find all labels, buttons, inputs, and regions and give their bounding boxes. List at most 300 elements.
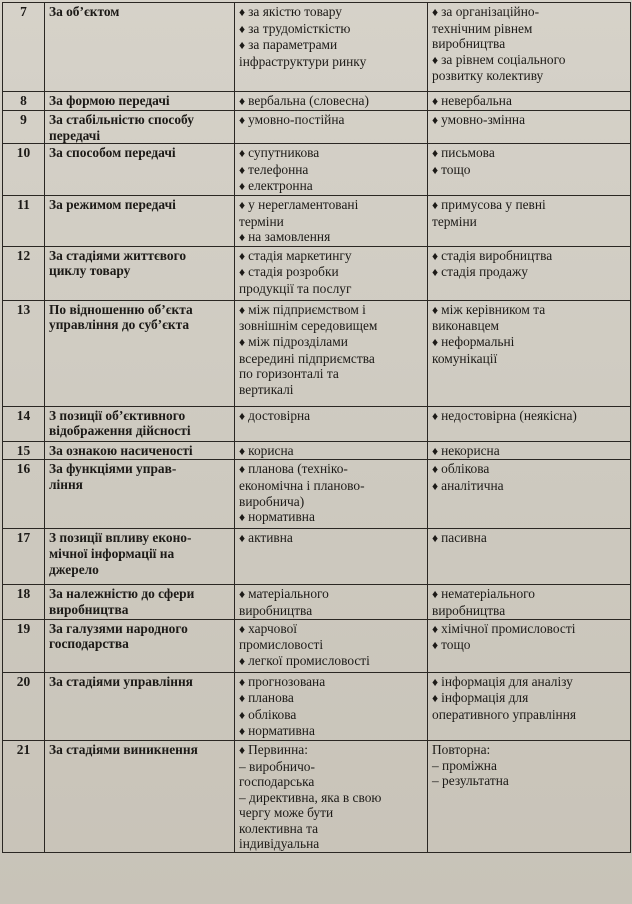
- bullet-icon: ♦: [239, 510, 246, 525]
- bullet-icon: ♦: [432, 162, 439, 177]
- criterion-line: управління до суб’єкта: [49, 317, 190, 333]
- bullet-icon: ♦: [239, 146, 246, 161]
- table-row: [3, 529, 631, 585]
- type-item: [239, 197, 424, 214]
- type-item-text: примусова у певні: [441, 196, 546, 212]
- type-item: [239, 707, 424, 724]
- bullet-icon: ♦: [432, 113, 439, 127]
- bullet-icon: ♦: [239, 197, 246, 212]
- types-cell-left: [235, 246, 428, 300]
- type-item-text: електронна: [248, 178, 313, 194]
- criterion-line: За стадіями життєвого: [49, 247, 187, 263]
- type-item: [432, 21, 627, 37]
- type-item: [239, 4, 424, 21]
- type-item-text: пасивна: [441, 530, 487, 546]
- bullet-icon: ♦: [432, 638, 439, 653]
- table-row: [3, 740, 631, 852]
- criterion-line: З позиції об’єктивного: [49, 407, 186, 423]
- type-item-text: за якістю товару: [248, 4, 342, 19]
- row-number: 15: [3, 441, 45, 460]
- bullet-icon: ♦: [432, 478, 439, 493]
- bullet-icon: ♦: [432, 443, 439, 458]
- types-cell-right: [428, 111, 631, 144]
- bullet-icon: ♦: [239, 653, 246, 668]
- type-item: [432, 586, 627, 603]
- types-cell-left: [235, 406, 428, 441]
- criterion-line: господарства: [49, 636, 129, 652]
- type-item-text: між підрозділами: [248, 333, 348, 349]
- types-cell-right: [428, 740, 631, 852]
- types-cell-right: [428, 672, 631, 740]
- type-item-text: виробнича): [239, 493, 305, 509]
- type-item-text: технічним рівнем: [432, 20, 533, 36]
- type-item-text: невербальна: [441, 93, 512, 108]
- criterion-cell: [45, 740, 235, 852]
- type-item-text: терміни: [432, 213, 477, 229]
- bullet-icon: ♦: [239, 724, 246, 739]
- criterion-cell: [45, 3, 235, 92]
- type-item-text: виробництва: [432, 602, 506, 618]
- type-item-text: виконавцем: [432, 318, 500, 334]
- criterion-line: передачі: [49, 127, 101, 143]
- types-cell-left: [235, 619, 428, 672]
- type-item: [432, 690, 627, 707]
- bullet-icon: ♦: [239, 38, 246, 53]
- type-item: [239, 112, 424, 129]
- types-cell-left: [235, 441, 428, 460]
- types-cell-left: [235, 92, 428, 111]
- type-item-text: вертикалі: [239, 381, 294, 397]
- type-item: [432, 302, 627, 319]
- type-item: [239, 264, 424, 281]
- type-item: [239, 674, 424, 691]
- type-item: [239, 461, 424, 478]
- classification-table: [2, 2, 631, 853]
- type-item: [432, 408, 627, 425]
- criterion-line: відображення дійсності: [49, 423, 191, 439]
- bullet-icon: ♦: [239, 587, 246, 602]
- types-cell-left: [235, 740, 428, 852]
- bullet-icon: ♦: [239, 707, 246, 722]
- criterion-cell: [45, 300, 235, 406]
- type-item: [239, 408, 424, 425]
- type-item-text: за параметрами: [248, 37, 338, 53]
- types-cell-right: [428, 460, 631, 529]
- bullet-icon: ♦: [239, 443, 246, 458]
- type-item-text: всередині підприємства: [239, 350, 375, 366]
- table-row: [3, 460, 631, 529]
- bullet-icon: ♦: [239, 674, 246, 689]
- type-item-text: активна: [248, 530, 293, 546]
- type-item: [432, 674, 627, 691]
- bullet-icon: ♦: [432, 248, 439, 263]
- types-cell-left: [235, 460, 428, 529]
- types-cell-right: [428, 246, 631, 300]
- type-item: [239, 742, 424, 759]
- row-number: 16: [3, 460, 45, 529]
- type-item: [239, 21, 424, 38]
- type-item: [432, 637, 627, 654]
- types-cell-left: [235, 144, 428, 196]
- table-row: [3, 195, 631, 246]
- type-item: [239, 229, 424, 246]
- table-row: [3, 441, 631, 460]
- type-item: [239, 821, 424, 837]
- bullet-icon: ♦: [239, 408, 246, 423]
- criterion-line: З позиції впливу еконо-: [49, 530, 192, 546]
- type-item: [432, 214, 627, 230]
- type-item-text: господарська: [239, 774, 315, 790]
- type-item-text: корисна: [248, 442, 294, 458]
- table-row: [3, 672, 631, 740]
- bullet-icon: ♦: [432, 691, 439, 706]
- type-item: [239, 302, 424, 319]
- criterion-cell: [45, 672, 235, 740]
- bullet-icon: ♦: [239, 621, 246, 636]
- type-item: [432, 145, 627, 162]
- type-item-text: Повторна:: [432, 741, 491, 757]
- type-item: [432, 112, 627, 129]
- type-item-text: терміни: [239, 213, 284, 229]
- type-item-text: хімічної промисловості: [441, 620, 576, 636]
- type-item-text: на замовлення: [248, 229, 331, 245]
- type-item-text: харчової: [248, 620, 298, 636]
- table-row: [3, 300, 631, 406]
- table-row: [3, 406, 631, 441]
- type-item-text: Первинна:: [248, 741, 308, 757]
- bullet-icon: ♦: [239, 21, 246, 36]
- type-item-text: письмова: [441, 145, 495, 161]
- criterion-cell: [45, 619, 235, 672]
- type-item: [239, 382, 424, 398]
- type-item-text: інформація для: [441, 690, 529, 706]
- criterion-line: За функціями управ-: [49, 461, 177, 477]
- type-item-text: комунікації: [432, 350, 498, 366]
- type-item: [432, 351, 627, 367]
- types-cell-right: [428, 144, 631, 196]
- criterion-cell: [45, 195, 235, 246]
- criterion-line: За об’єктом: [49, 4, 120, 19]
- type-item-text: – виробничо-: [239, 758, 315, 774]
- criterion-cell: [45, 529, 235, 585]
- type-item-text: виробництва: [239, 602, 313, 618]
- type-item-text: за трудомісткістю: [248, 20, 351, 36]
- types-cell-left: [235, 672, 428, 740]
- criterion-cell: [45, 406, 235, 441]
- bullet-icon: ♦: [239, 162, 246, 177]
- type-item-text: розвитку колективу: [432, 68, 544, 84]
- type-item-text: у нерегламентовані: [248, 196, 359, 212]
- type-item-text: нематеріального: [441, 586, 535, 602]
- type-item-text: за рівнем соціального: [441, 51, 566, 67]
- type-item-text: легкої промисловості: [248, 652, 370, 668]
- type-item-text: колективна та: [239, 820, 319, 836]
- criterion-line: За стадіями виникнення: [49, 741, 198, 757]
- row-number: 19: [3, 619, 45, 672]
- type-item-text: недостовірна (неякісна): [441, 407, 577, 423]
- type-item-text: нормативна: [248, 723, 315, 739]
- type-item: [432, 758, 627, 774]
- bullet-icon: ♦: [432, 146, 439, 161]
- types-cell-right: [428, 585, 631, 619]
- type-item: [432, 162, 627, 179]
- type-item: [239, 509, 424, 526]
- type-item-text: між керівником та: [441, 301, 546, 317]
- type-item: [432, 603, 627, 619]
- type-item: [432, 68, 627, 84]
- type-item-text: неформальні: [441, 333, 515, 349]
- criterion-line: ління: [49, 476, 83, 492]
- type-item-text: між підприємством і: [248, 301, 366, 317]
- type-item: [432, 461, 627, 478]
- criterion-cell: [45, 246, 235, 300]
- types-cell-right: [428, 441, 631, 460]
- type-item-text: достовірна: [248, 407, 311, 423]
- criterion-line: За стадіями управління: [49, 673, 193, 689]
- type-item: [239, 145, 424, 162]
- type-item: [432, 334, 627, 351]
- criterion-line: джерело: [49, 561, 99, 577]
- type-item: [239, 248, 424, 265]
- type-item: [432, 93, 627, 110]
- type-item: [239, 178, 424, 195]
- types-cell-left: [235, 111, 428, 144]
- type-item: [432, 773, 627, 789]
- criterion-cell: [45, 144, 235, 196]
- type-item: [432, 707, 627, 723]
- types-cell-right: [428, 619, 631, 672]
- bullet-icon: ♦: [432, 265, 439, 280]
- criterion-line: циклу товару: [49, 263, 131, 279]
- type-item-text: оперативного управління: [432, 706, 577, 722]
- bullet-icon: ♦: [239, 265, 246, 280]
- type-item: [432, 36, 627, 52]
- criterion-line: За стабільністю способу: [49, 112, 194, 127]
- types-cell-left: [235, 3, 428, 92]
- type-item: [239, 334, 424, 351]
- row-number: 9: [3, 111, 45, 144]
- types-cell-right: [428, 92, 631, 111]
- row-number: 8: [3, 92, 45, 111]
- bullet-icon: ♦: [432, 5, 439, 19]
- criterion-cell: [45, 111, 235, 144]
- bullet-icon: ♦: [432, 462, 439, 477]
- type-item: [239, 478, 424, 494]
- type-item-text: прогнозована: [248, 673, 326, 689]
- type-item: [239, 836, 424, 852]
- criterion-line: За галузями народного: [49, 620, 188, 636]
- bullet-icon: ♦: [432, 52, 439, 67]
- type-item-text: стадія розробки: [248, 264, 339, 280]
- type-item-text: супутникова: [248, 145, 320, 161]
- types-cell-right: [428, 3, 631, 92]
- bullet-icon: ♦: [239, 302, 246, 317]
- type-item: [239, 54, 424, 70]
- type-item: [239, 621, 424, 638]
- type-item-text: вербальна (словесна): [248, 93, 369, 108]
- bullet-icon: ♦: [239, 248, 246, 263]
- table-row: [3, 144, 631, 196]
- type-item-text: планова (технiко-: [248, 461, 348, 477]
- type-item: [432, 197, 627, 214]
- type-item-text: за організаційно-: [441, 4, 540, 19]
- type-item: [432, 264, 627, 281]
- bullet-icon: ♦: [432, 587, 439, 602]
- bullet-icon: ♦: [432, 621, 439, 636]
- row-number: 7: [3, 3, 45, 92]
- type-item: [239, 723, 424, 740]
- criterion-cell: [45, 585, 235, 619]
- type-item: [239, 494, 424, 510]
- bullet-icon: ♦: [239, 334, 246, 349]
- criterion-line: виробництва: [49, 601, 129, 617]
- table-row: [3, 92, 631, 111]
- type-item-text: чергу може бути: [239, 805, 334, 821]
- bullet-icon: ♦: [239, 691, 246, 706]
- type-item: [239, 318, 424, 334]
- type-item: [239, 774, 424, 790]
- type-item-text: – проміжна: [432, 757, 497, 773]
- table-row: [3, 246, 631, 300]
- bullet-icon: ♦: [239, 179, 246, 194]
- type-item-text: індивідуальна: [239, 836, 320, 852]
- type-item-text: облікова: [441, 461, 490, 477]
- criterion-line: За формою передачі: [49, 93, 170, 108]
- type-item: [239, 790, 424, 806]
- type-item: [239, 37, 424, 54]
- bullet-icon: ♦: [239, 230, 246, 245]
- type-item-text: виробництва: [432, 36, 506, 52]
- criterion-line: мічної інформації на: [49, 545, 175, 561]
- type-item: [432, 530, 627, 547]
- row-number: 10: [3, 144, 45, 196]
- table-row: [3, 3, 631, 92]
- type-item: [239, 366, 424, 382]
- bullet-icon: ♦: [432, 334, 439, 349]
- bullet-icon: ♦: [239, 5, 246, 19]
- type-item: [239, 443, 424, 460]
- criterion-line: За способом передачі: [49, 145, 176, 161]
- criterion-cell: [45, 460, 235, 529]
- criterion-cell: [45, 441, 235, 460]
- type-item-text: економічна і планово-: [239, 477, 365, 493]
- type-item: [432, 318, 627, 334]
- bullet-icon: ♦: [239, 742, 246, 757]
- type-item: [239, 690, 424, 707]
- row-number: 14: [3, 406, 45, 441]
- table-row: [3, 619, 631, 672]
- type-item: [432, 4, 627, 21]
- criterion-line: За ознакою насиченості: [49, 442, 193, 458]
- type-item-text: тощо: [441, 161, 471, 177]
- row-number: 17: [3, 529, 45, 585]
- type-item: [239, 653, 424, 670]
- row-number: 18: [3, 585, 45, 619]
- type-item-text: стадія виробництва: [441, 247, 553, 263]
- type-item: [239, 805, 424, 821]
- type-item-text: інформація для аналізу: [441, 673, 573, 689]
- type-item: [239, 93, 424, 110]
- type-item-text: стадія продажу: [441, 264, 528, 280]
- type-item: [239, 759, 424, 775]
- type-item: [432, 52, 627, 69]
- bullet-icon: ♦: [239, 531, 246, 546]
- type-item-text: нормативна: [248, 509, 315, 525]
- table-row: [3, 111, 631, 144]
- type-item-text: по горизонталі та: [239, 366, 339, 382]
- type-item: [432, 248, 627, 265]
- type-item: [239, 281, 424, 297]
- types-cell-left: [235, 585, 428, 619]
- type-item: [432, 621, 627, 638]
- table-body: [3, 3, 631, 853]
- bullet-icon: ♦: [432, 302, 439, 317]
- criterion-line: За належністю до сфери: [49, 586, 195, 602]
- type-item: [239, 351, 424, 367]
- type-item-text: умовно-змінна: [441, 112, 526, 127]
- type-item: [239, 603, 424, 619]
- type-item: [239, 162, 424, 179]
- type-item-text: планова: [248, 690, 294, 706]
- types-cell-left: [235, 300, 428, 406]
- types-cell-right: [428, 529, 631, 585]
- row-number: 12: [3, 246, 45, 300]
- type-item-text: телефонна: [248, 161, 309, 177]
- types-cell-left: [235, 529, 428, 585]
- bullet-icon: ♦: [432, 531, 439, 546]
- type-item-text: промисловості: [239, 637, 324, 653]
- table-row: [3, 585, 631, 619]
- bullet-icon: ♦: [432, 94, 439, 108]
- bullet-icon: ♦: [432, 408, 439, 423]
- row-number: 21: [3, 740, 45, 852]
- type-item: [239, 530, 424, 547]
- bullet-icon: ♦: [239, 462, 246, 477]
- type-item-text: некорисна: [441, 442, 500, 458]
- types-cell-right: [428, 406, 631, 441]
- type-item-text: інфраструктури ринку: [239, 53, 367, 69]
- type-item: [239, 586, 424, 603]
- bullet-icon: ♦: [239, 94, 246, 108]
- type-item-text: облікова: [248, 706, 297, 722]
- type-item-text: умовно-постійна: [248, 112, 345, 127]
- criterion-cell: [45, 92, 235, 111]
- row-number: 13: [3, 300, 45, 406]
- type-item-text: – директивна, яка в свою: [239, 789, 382, 805]
- types-cell-left: [235, 195, 428, 246]
- type-item-text: продукції та послуг: [239, 280, 352, 296]
- types-cell-right: [428, 300, 631, 406]
- row-number: 11: [3, 195, 45, 246]
- type-item: [432, 443, 627, 460]
- bullet-icon: ♦: [432, 197, 439, 212]
- type-item: [432, 742, 627, 758]
- type-item-text: зовнішнім середовищем: [239, 318, 378, 334]
- criterion-line: За режимом передачі: [49, 196, 176, 212]
- criterion-line: По відношенню об’єкта: [49, 301, 193, 317]
- bullet-icon: ♦: [432, 674, 439, 689]
- types-cell-right: [428, 195, 631, 246]
- type-item: [239, 214, 424, 230]
- type-item-text: стадія маркетингу: [248, 247, 352, 263]
- row-number: 20: [3, 672, 45, 740]
- type-item-text: аналітична: [441, 477, 504, 493]
- type-item-text: – результатна: [432, 773, 509, 789]
- type-item: [239, 637, 424, 653]
- type-item-text: тощо: [441, 637, 471, 653]
- type-item-text: матеріального: [248, 586, 329, 602]
- type-item: [432, 478, 627, 495]
